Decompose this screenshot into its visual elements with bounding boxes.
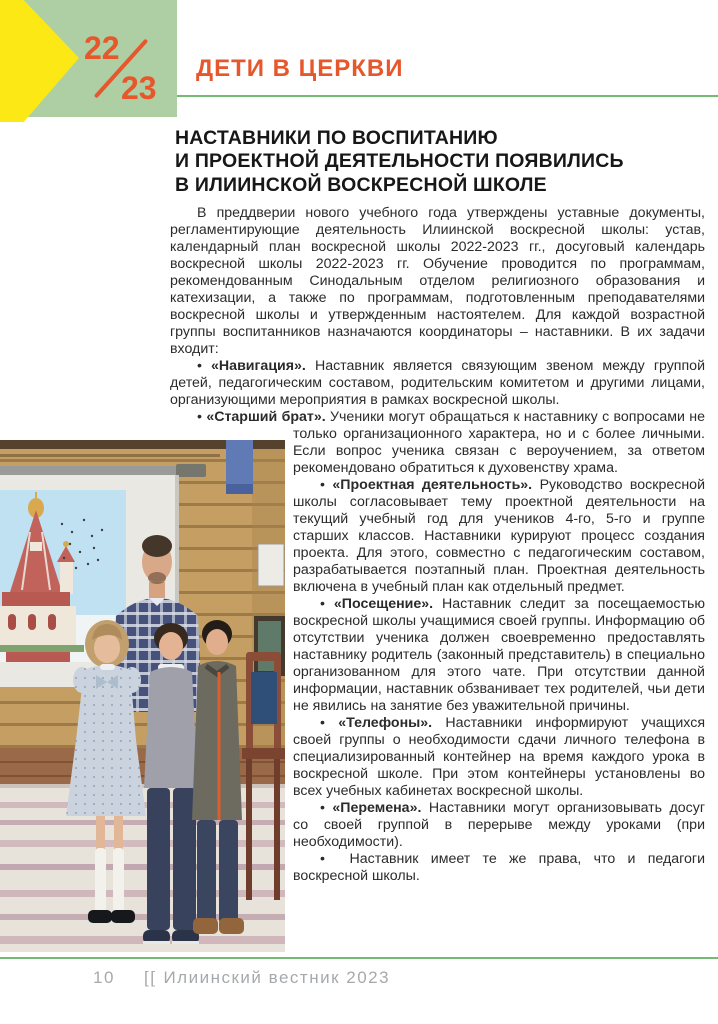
bullet-lead: «Проектная деятельность». bbox=[332, 477, 533, 494]
bullet-text: Наставник следит за посещаемостью воскресной школы учащимися своей группы. Информацию об отсутствии ученика должен своевременно предоставлять наставнику родитель (законный представитель) в специально организованном для этого чате. При отсутствии данной информации, наставник обзванивает тех родителей, чьи дети не явились на занятие без уважительной причины. bbox=[293, 596, 705, 715]
bullet-lead: «Навигация». bbox=[211, 358, 306, 375]
badge-year-bottom: 23 bbox=[121, 70, 157, 106]
bullet-text: Руководство воскресной школы согласовывает тему проектной деятельности на текущий учебный год для учеников 4-го, 5-го и группе старших классов. Наставники курируют процесс создания проекта. Для этого, совместно с педагогическим составом, разрабатывается поэтапный план. Проектная деятельность включена в учебный план как отдельный предмет. bbox=[293, 477, 705, 596]
article-photo-wrap bbox=[0, 409, 293, 952]
bullet-lead: «Телефоны». bbox=[338, 715, 433, 732]
bullet-text: Наставники информируют учащихся своей группы о необходимости сдачи личного телефона в специализированный контейнер на время каждого урока в воскресной школе. При этом контейнеры установлены во всех учебных кабинетах воскресной школы. bbox=[293, 715, 705, 800]
bullet-lead: «Перемена». bbox=[332, 800, 422, 817]
article-title-line: В ИЛИИНСКОЙ ВОСКРЕСНОЙ ШКОЛЕ bbox=[175, 173, 547, 196]
bullet-text: Наставник является связующим звеном между группой детей, педагогическим составом, родительским комитетом и другими лицами, организующими мероприятия в рамках воскресной школы. bbox=[170, 358, 705, 409]
article-photo bbox=[0, 440, 285, 952]
article-title-line: НАСТАВНИКИ ПО ВОСПИТАНИЮ bbox=[175, 127, 498, 149]
bullet-lead: «Посещение». bbox=[333, 596, 434, 613]
badge-year-top: 22 bbox=[84, 30, 120, 66]
article-title-line: И ПРОЕКТНОЙ ДЕЯТЕЛЬНОСТИ ПОЯВИЛИСЬ bbox=[175, 150, 624, 173]
article-title bbox=[175, 127, 705, 197]
section-title: ДЕТИ В ЦЕРКВИ bbox=[196, 55, 404, 82]
footer-brand-mark: [[ bbox=[144, 968, 157, 987]
bullet-item bbox=[170, 358, 705, 409]
intro-paragraph: В преддверии нового учебного года утверждены уставные документы, регламентирующие деятельность Илиинской воскресной школы: устав, календарный план воскресной школы 2022-2023 гг., досуговый календарь воскресной школы 2022-2023 гг. Обучение проводится по программам, рекомендованным Синодальным отделом религиозного образования и катехизации, а также по программам, подготовленным преподавателями воскресной школы и утвержденным настоятелем. Для каждой возрастной группы воспитанников назначаются координаторы – наставники. В их задачи входит: bbox=[170, 205, 705, 358]
bullet-lead: «Старший брат». bbox=[206, 409, 326, 426]
bullet-text: Ученики могут обращаться к наставнику с вопросами не только организационного характера, но и с более личными. Если вопрос ученика связан с вероучением, за ответом рекомендовано обратиться к духовенству храма. bbox=[293, 409, 705, 477]
badge-arrow-icon bbox=[0, 0, 79, 122]
page-footer bbox=[0, 957, 718, 1024]
footer-row bbox=[0, 959, 718, 988]
footer-edition-label: Илиинский вестник 2023 bbox=[163, 968, 391, 987]
bullet-text: Наставник имеет те же права, что и педагоги воскресной школы. bbox=[293, 851, 705, 885]
section-header bbox=[175, 0, 718, 97]
wall-sign bbox=[258, 544, 284, 586]
page-number: 10 bbox=[93, 968, 115, 987]
bullet-text: Наставники могут организовывать досуг со своей группой в перерыве между уроками (при необходимости). bbox=[293, 800, 705, 851]
blue-banner bbox=[226, 440, 253, 494]
edition-badge bbox=[0, 0, 177, 117]
article-body bbox=[0, 205, 705, 885]
